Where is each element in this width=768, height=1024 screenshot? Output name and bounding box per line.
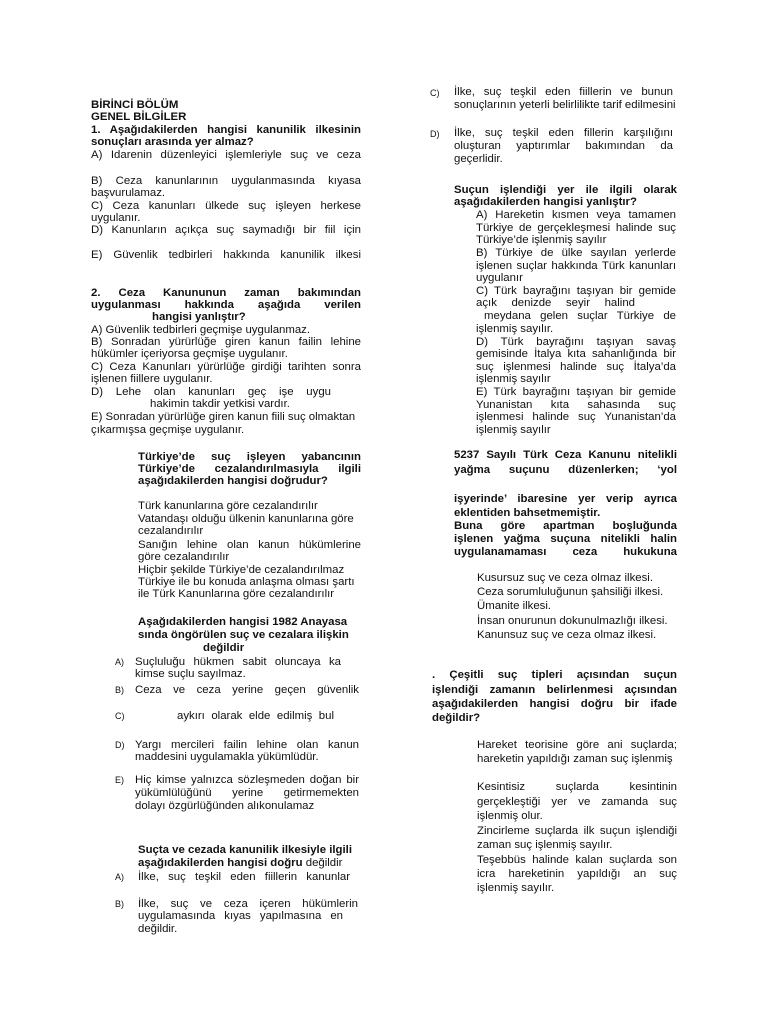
question-text: Suçta ve cezada kanunilik ilkesiyle ilgili: [138, 844, 352, 856]
option-c-cont: uygulanır.: [91, 212, 141, 224]
question-text: sında öngörülen suç ve cezalara ilişkin: [138, 629, 349, 641]
option-b-cont: hükümler içeriyorsa geçmişe uygulanır.: [91, 348, 288, 360]
option-letter: B): [115, 685, 124, 695]
option-d: Teşebbüs halinde kalan suçlarda son: [477, 854, 677, 866]
question-text-bold: aşağıdakilerden hangisi doğru: [138, 857, 303, 869]
question-text: Türkiye’de suç işleyen yabancının: [138, 451, 361, 463]
option-d-cont: işlenmiş sayılır.: [477, 882, 555, 894]
option-e: E) Güvenlik tedbirleri hakkında kanunilik ilkesi: [91, 249, 361, 261]
option-d-cont: icra hareketinin yapıldığı an suç: [477, 868, 677, 880]
option-a-cont: kimse suçlu sayılmaz.: [135, 668, 246, 680]
option-c: aykırı olarak elde edilmiş bul: [177, 710, 334, 722]
option-c: C) Türk bayrağını taşıyan bir gemide: [476, 285, 676, 297]
question-text: Suçun işlendiği yer ile ilgili olarak: [454, 184, 677, 196]
option-c-cont: göre cezalandırılır: [138, 551, 230, 563]
question-text: . Çeşitli suç tipleri açısından suçun: [432, 669, 677, 681]
option-c-cont: işlenen fiillere uygulanır.: [91, 373, 213, 385]
question-text: Buna göre apartman boşluğunda: [454, 520, 677, 532]
option-b-cont: cezalandırılır: [138, 525, 204, 537]
option-a-cont: Türkiye de gerçekleşmesi halinde suç: [476, 222, 676, 234]
option-a-cont: Türkiye’de işlenmiş sayılır: [476, 234, 607, 246]
option-a: İlke, suç teşkil eden fiillerin kanunlar: [138, 871, 350, 883]
question-text: sonuçları arasında yer almaz?: [91, 136, 254, 148]
question-text: hangisi yanlıştır?: [152, 311, 246, 323]
option-letter: D): [430, 129, 440, 139]
question-text: eklentiden bahsetmemiştir.: [454, 507, 601, 519]
option-d-cont: gemisinde İtalya kıta sahanlığında bir: [476, 348, 676, 360]
question-text: işyerinde’ ibaresine yer verip ayrıca: [454, 493, 677, 505]
question-text: [138, 857, 342, 869]
question-text: aşağıdakilerden hangisi doğrudur?: [138, 475, 328, 487]
option-e: E) Türk bayrağını taşıyan bir gemide: [476, 386, 676, 398]
option-letter: B): [115, 899, 124, 909]
option-b: İlke, suç ve ceza içeren hükümlerin: [138, 898, 358, 910]
option-c: Ümanite ilkesi.: [477, 600, 552, 612]
question-text: Türkiye’de cezalandırılmasıyla ilgili: [138, 463, 361, 475]
option-b: B) Ceza kanunlarının uygulanmasında kıyasa: [91, 175, 361, 187]
question-text: yağma suçunu düzenlerken; ‘yol: [454, 464, 677, 476]
option-d: D) Lehe olan kanunları geç işe uygu: [91, 386, 331, 398]
option-d-cont: oluşturan yaptırımlar bakımından da: [454, 140, 673, 152]
option-c: C) Ceza Kanunları yürürlüğe girdiği tarihten sonra: [91, 361, 361, 373]
option-a: Hareket teorisine göre ani suçlarda;: [477, 739, 677, 751]
question-text: değildir?: [432, 712, 481, 724]
option-a: Kusursuz suç ve ceza olmaz ilkesi.: [477, 572, 653, 584]
question-text: değildir: [203, 642, 245, 654]
question-text: 5237 Sayılı Türk Ceza Kanunu nitelikli: [454, 449, 677, 461]
option-b: Ceza sorumluluğunun şahsiliği ilkesi.: [477, 586, 664, 598]
option-a: Suçluluğu hükmen sabit oluncaya ka: [135, 656, 341, 668]
option-d-cont: suç işlenmesi halinde suç İtalya’da: [476, 361, 676, 373]
question-text: uygulanması hakkında aşağıda verilen: [91, 299, 361, 311]
option-letter: D): [115, 740, 125, 750]
question-text: 2. Ceza Kanununun zaman bakımından: [91, 287, 361, 299]
option-c: Sanığın lehine olan kanun hükümlerine: [138, 539, 361, 551]
option-letter: A): [115, 657, 124, 667]
option-e-cont: ile Türk Kanunlarına göre cezalandırılır: [138, 588, 335, 600]
option-b-cont: işlenmiş olur.: [477, 810, 543, 822]
option-b-cont: işlenen suçlar hakkında Türk kanunları: [476, 260, 676, 272]
question-text: işlendiği zamanın belirlenmesi açısından: [432, 684, 677, 696]
option-b: Kesintisiz suçlarda kesintinin: [477, 781, 677, 793]
option-e: E) Sonradan yürürlüğe giren kanun fiili suç olmaktan: [91, 411, 356, 423]
option-b: B) Sonradan yürürlüğe giren kanun failin lehine: [91, 336, 361, 348]
option-e-cont: çıkarmışsa geçmişe uygulanır.: [91, 424, 245, 436]
option-d: D) Kanunların açıkça suç saymadığı bir fiil için: [91, 224, 361, 236]
option-c: Zincirleme suçlarda ilk suçun işlendiği: [477, 825, 677, 837]
option-letter: A): [115, 872, 124, 882]
option-a: Türk kanunlarına göre cezalandırılır: [138, 500, 318, 512]
option-e: Türkiye ile bu konuda anlaşma olması şartı: [138, 576, 355, 588]
option-letter: E): [115, 775, 124, 785]
option-a: A) Hareketin kısmen veya tamamen: [476, 209, 676, 221]
question-text: Aşağıdakilerden hangisi 1982 Anayasa: [138, 616, 348, 628]
option-d-cont: geçerlidir.: [454, 153, 503, 165]
question-text: 1. Aşağıdakilerden hangisi kanunilik ilkesinin: [91, 124, 361, 136]
question-text: aşağıdakilerden hangisi doğru bir ifade: [432, 698, 677, 710]
option-d: İnsan onurunun dokunulmazlığı ilkesi.: [477, 615, 668, 627]
option-b-cont: uygulanır: [476, 272, 523, 284]
option-letter: C): [430, 88, 440, 98]
option-e-cont: işlenmesi halinde suç Yunanistan’da: [476, 411, 676, 423]
option-d-cont: hakimin takdir yetkisi vardır.: [150, 398, 290, 410]
option-e-cont: Yunanistan kıta sahasında suç: [476, 399, 676, 411]
question-text: işlenen yağma suçuna nitelikli halin: [454, 533, 677, 545]
option-e-cont: yükümlülüğünü yerine getirmemekten: [135, 787, 359, 799]
option-b-cont: uygulamasında kıyas yapılmasına en: [138, 910, 343, 922]
option-d: Yargı mercileri failin lehine olan kanun: [135, 739, 359, 751]
option-c-cont: açık denizde seyir halind: [476, 297, 635, 309]
option-c-cont: meydana gelen suçlar Türkiye de: [484, 310, 676, 322]
option-a: A) Güvenlik tedbirleri geçmişe uygulanmaz.: [91, 324, 311, 336]
option-d: D) Türk bayrağını taşıyan savaş: [476, 336, 676, 348]
option-b: Vatandaşı olduğu ülkenin kanunlarına göre: [138, 513, 354, 525]
option-c: İlke, suç teşkil eden fiillerin ve bunun: [454, 86, 673, 98]
option-d-cont: işlenmiş sayılır: [476, 373, 551, 385]
option-d-cont: maddesini uygulamakla yükümlüdür.: [135, 751, 319, 763]
option-b-cont: gerçekleştiği yer ve zamanda suç: [477, 796, 677, 808]
option-c: C) Ceza kanunları ülkede suç işleyen herkese: [91, 200, 361, 212]
option-e-cont: dolayı özgürlüğünden alıkonulamaz: [135, 800, 315, 812]
question-text-normal: değildir: [302, 857, 343, 869]
option-e-cont: işlenmiş sayılır: [476, 424, 551, 436]
option-b-cont: başvurulamaz.: [91, 187, 166, 199]
section-title: BİRİNCİ BÖLÜM: [91, 99, 179, 111]
subsection-title: GENEL BİLGİLER: [91, 111, 187, 123]
option-c-cont: zaman suç işlenmiş sayılır.: [477, 839, 613, 851]
option-e: Hiç kimse yalnızca sözleşmeden doğan bir: [135, 774, 359, 786]
option-b-cont: değildir.: [138, 923, 178, 935]
option-letter: C): [115, 711, 125, 721]
option-a-cont: hareketin yapıldığı zaman suç işlenmiş: [477, 753, 673, 765]
option-d: İlke, suç teşkil eden fillerin karşılığını: [454, 127, 673, 139]
option-b: B) Türkiye de ülke sayılan yerlerde: [476, 247, 676, 259]
option-c-cont: işlenmiş sayılır.: [476, 323, 554, 335]
option-c-cont: sonuçlarının yeterli belirlilikte tarif edilmesini: [454, 99, 676, 111]
question-text: uygulanamaması ceza hukukuna: [454, 546, 677, 558]
question-text: aşağıdakilerden hangisi yanlıştır?: [454, 196, 637, 208]
option-d: Hiçbir şekilde Türkiye’de cezalandırılmaz: [138, 564, 345, 576]
option-b: Ceza ve ceza yerine geçen güvenlik: [135, 684, 359, 696]
option-a: A) Idarenin düzenleyici işlemleriyle suç ve ceza: [91, 149, 361, 161]
option-e: Kanunsuz suç ve ceza olmaz ilkesi.: [477, 629, 657, 641]
